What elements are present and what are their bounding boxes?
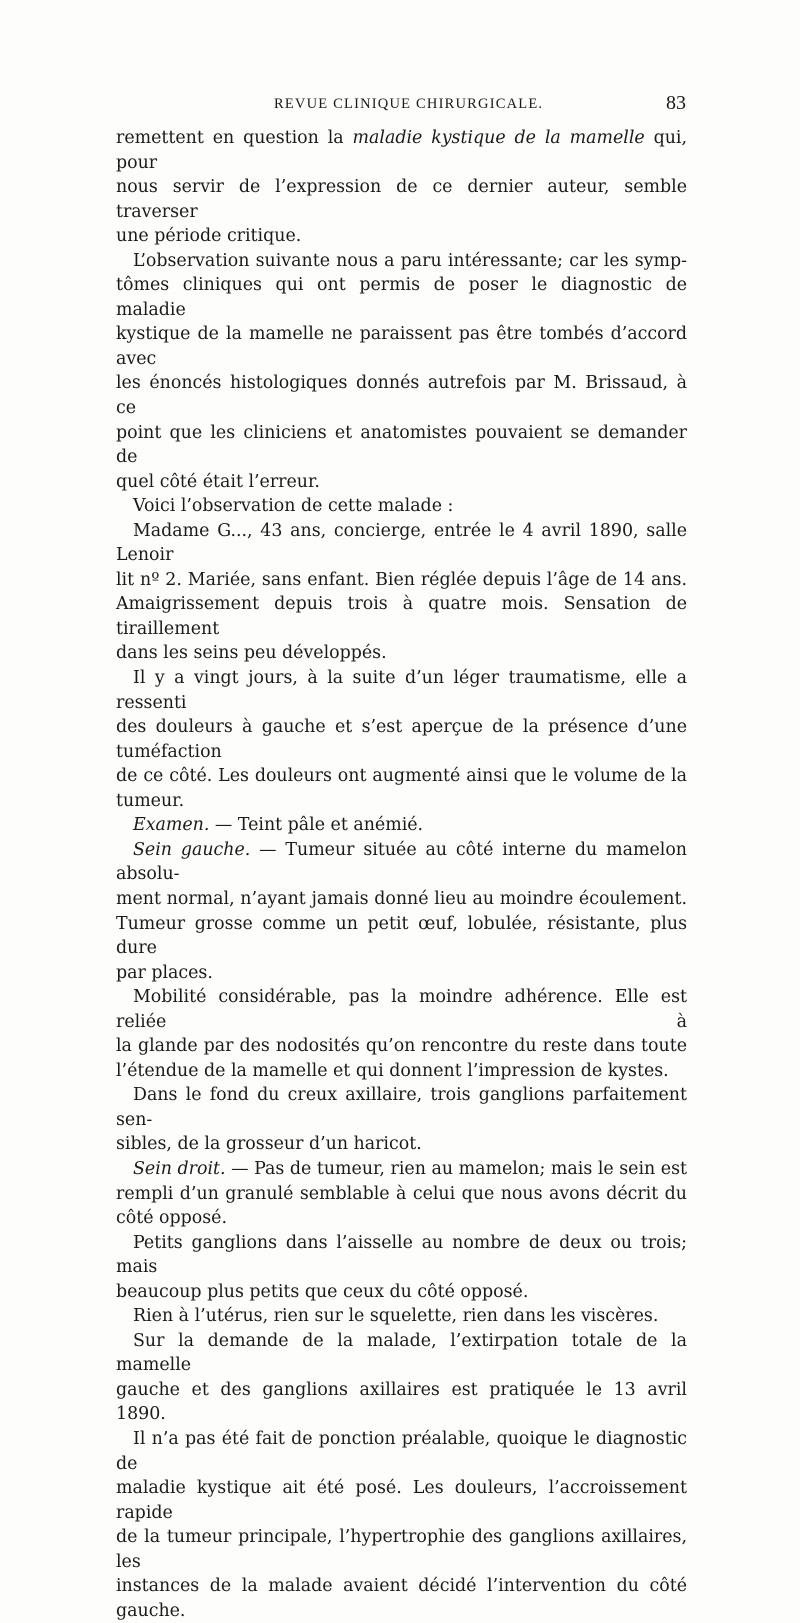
text-line: Voici l’observation de cette malade : [133, 496, 454, 517]
text-line: Petits ganglions dans l’aisselle au nombre de deux ou trois; mais [116, 1232, 687, 1278]
text-line: point que les cliniciens et anatomistes pouvaient se demander de [116, 422, 687, 468]
text-line: de ce côté. Les douleurs ont augmenté ainsi que le volume de la [116, 766, 687, 787]
text-line: Il y a vingt jours, à la suite d’un léger traumatisme, elle a ressenti [116, 668, 687, 713]
text-line: nous servir de l’expression de ce dernier auteur, semble traverser [116, 177, 687, 222]
text-line: par places. [116, 962, 213, 983]
text-line: la glande par des nodosités qu’on rencontre du reste dans toute [116, 1036, 687, 1057]
text-line: tômes cliniques qui ont permis de poser le diagnostic de maladie [116, 275, 687, 320]
page-number: 83 [666, 92, 686, 114]
text-line: Sein droit. — Pas de tumeur, rien au mamelon; mais le sein est [133, 1158, 687, 1179]
running-title: REVUE CLINIQUE CHIRURGICALE. [274, 96, 544, 112]
text-line: Rien à l’utérus, rien sur le squelette, rien dans les viscères. [133, 1306, 659, 1327]
text-line: gauche et des ganglions axillaires est pratiquée le 13 avril 1890. [116, 1379, 687, 1425]
text-line: Examen. — Teint pâle et anémié. [133, 815, 424, 836]
text-line: des douleurs à gauche et s’est aperçue de la présence d’une tuméfaction [116, 717, 687, 762]
running-header [116, 92, 686, 122]
text-line: de la tumeur principale, l’hypertrophie des ganglions axillaires, les [116, 1527, 687, 1572]
text-line: une période critique. [116, 226, 302, 247]
body-text [116, 126, 687, 1623]
text-line: Amaigrissement depuis trois à quatre mois. Sensation de tiraillement [116, 594, 687, 639]
text-line: quel côté était l’erreur. [116, 471, 320, 492]
text-line: remettent en question la maladie kystique de la mamelle qui, pour [116, 128, 688, 173]
text-line: Mobilité considérable, pas la moindre adhérence. Elle est reliée à [116, 987, 687, 1032]
text-line: sibles, de la grosseur d’un haricot. [116, 1134, 422, 1155]
text-line: côté opposé. [116, 1208, 227, 1229]
text-line: tumeur. [116, 790, 185, 811]
text-line: Sein gauche. — Tumeur située au côté interne du mamelon absolu- [116, 839, 687, 885]
text-line: kystique de la mamelle ne paraissent pas être tombés d’accord avec [116, 324, 687, 369]
text-line: beaucoup plus petits que ceux du côté opposé. [116, 1281, 529, 1302]
text-line: instances de la malade avaient décidé l’intervention du côté gauche. [116, 1576, 687, 1621]
text-line: dans les seins peu développés. [116, 643, 387, 664]
text-line: Madame G..., 43 ans, concierge, entrée le 4 avril 1890, salle Lenoir [116, 520, 687, 566]
text-line: L’observation suivante nous a paru intéressante; car les symp- [133, 250, 687, 271]
text-line: Dans le fond du creux axillaire, trois ganglions parfaitement sen- [116, 1085, 687, 1130]
text-line: Tumeur grosse comme un petit œuf, lobulée, résistante, plus dure [116, 913, 687, 959]
text-line: les énoncés histologiques donnés autrefois par M. Brissaud, à ce [116, 373, 687, 419]
text-line: Sur la demande de la malade, l’extirpation totale de la mamelle [116, 1330, 687, 1376]
text-line: maladie kystique ait été posé. Les douleurs, l’accroissement rapide [116, 1478, 687, 1523]
text-line: l’étendue de la mamelle et qui donnent l’impression de kystes. [116, 1060, 669, 1081]
text-line: lit nº 2. Mariée, sans enfant. Bien réglée depuis l’âge de 14 ans. [116, 569, 687, 590]
text-line: ment normal, n’ayant jamais donné lieu au moindre écoulement. [116, 888, 687, 909]
text-line: rempli d’un granulé semblable à celui que nous avons décrit du [116, 1183, 687, 1204]
text-line: Il n’a pas été fait de ponction préalable, quoique le diagnostic de [116, 1428, 687, 1474]
